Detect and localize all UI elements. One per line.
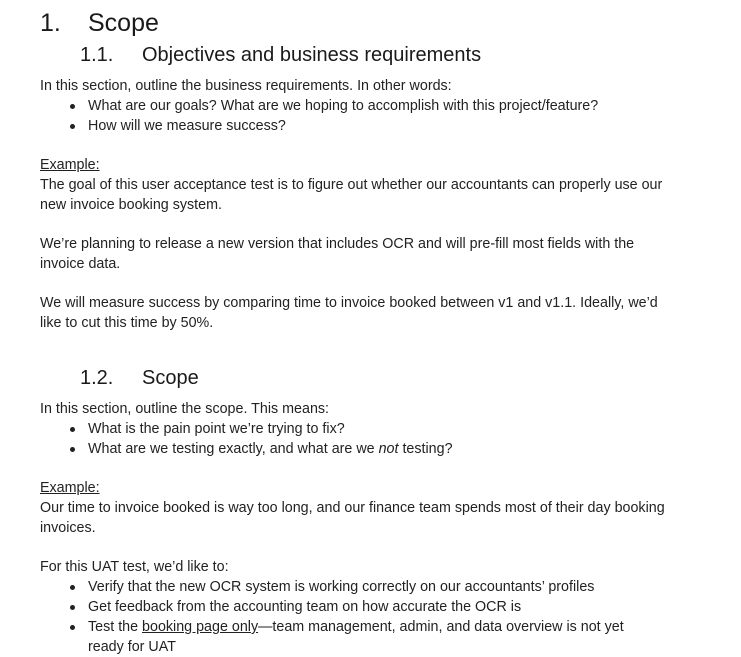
section-1-2-example-paragraph: Our time to invoice booked is way too long, and our finance team spends most of their day booking invoices.	[40, 500, 665, 536]
example-label-underlined: Example:	[40, 480, 100, 496]
list-item	[88, 617, 663, 657]
heading-1-1-title: Objectives and business requirements	[142, 44, 482, 66]
section-1-1-bullet-list	[0, 96, 741, 136]
example-label-underlined: Example:	[40, 157, 100, 173]
spacer	[0, 136, 741, 155]
spacer	[0, 459, 741, 478]
section-1-1-example-label	[40, 155, 665, 175]
list-item-underlined-phrase: booking page only	[142, 619, 259, 635]
heading-1-2-title: Scope	[142, 367, 199, 389]
spacer	[0, 274, 741, 293]
spacer	[0, 391, 741, 399]
section-1-1-example-paragraph-2: We’re planning to release a new version that includes OCR and will pre-fill most fields with the invoice data.	[40, 236, 635, 272]
heading-1-2-number: 1.2.	[80, 367, 114, 389]
section-1-1-example-paragraph-3: We will measure success by comparing time to invoice booked between v1 and v1.1. Ideally, we’d like to cut this time by 50%.	[40, 295, 658, 331]
heading-1-1-number: 1.1.	[80, 44, 114, 66]
list-item-text-post: testing?	[398, 441, 453, 457]
list-item-text-pre: What are we testing exactly, and what are we	[88, 441, 379, 457]
list-item-text-pre: Test the	[88, 619, 143, 635]
section-1-2-uat-intro: For this UAT test, we’d like to:	[40, 559, 229, 575]
list-item-text-post: —team management, admin, and data overview is not yet ready for UAT	[88, 619, 624, 655]
heading-1-number: 1.	[40, 9, 61, 37]
section-1-2-intro: In this section, outline the scope. This means:	[40, 401, 330, 417]
section-1-2-example-label	[40, 478, 665, 498]
list-item-emphasis: not	[378, 441, 399, 457]
section-1-2-bullet-list	[0, 419, 741, 459]
list-item: What is the pain point we’re trying to fix?	[88, 419, 663, 439]
spacer	[0, 333, 741, 363]
section-1-2-uat-bullet-list	[0, 577, 741, 657]
heading-1-1-objectives	[0, 38, 741, 68]
list-item: How will we measure success?	[88, 116, 663, 136]
heading-1-2-scope	[0, 363, 741, 391]
list-item: Get feedback from the accounting team on how accurate the OCR is	[88, 597, 663, 617]
spacer	[0, 538, 741, 557]
list-item: What are our goals? What are we hoping to accomplish with this project/feature?	[88, 96, 663, 116]
spacer	[0, 215, 741, 234]
spacer	[0, 68, 741, 76]
section-1-1-example-paragraph-1: The goal of this user acceptance test is to figure out whether our accountants can properly use our new invoice booking system.	[40, 177, 663, 213]
heading-1-scope	[0, 0, 741, 38]
list-item: Verify that the new OCR system is working correctly on our accountants’ profiles	[88, 577, 663, 597]
section-1-1-intro: In this section, outline the business requirements. In other words:	[40, 78, 452, 94]
heading-1-title: Scope	[88, 9, 159, 37]
list-item	[88, 439, 663, 459]
